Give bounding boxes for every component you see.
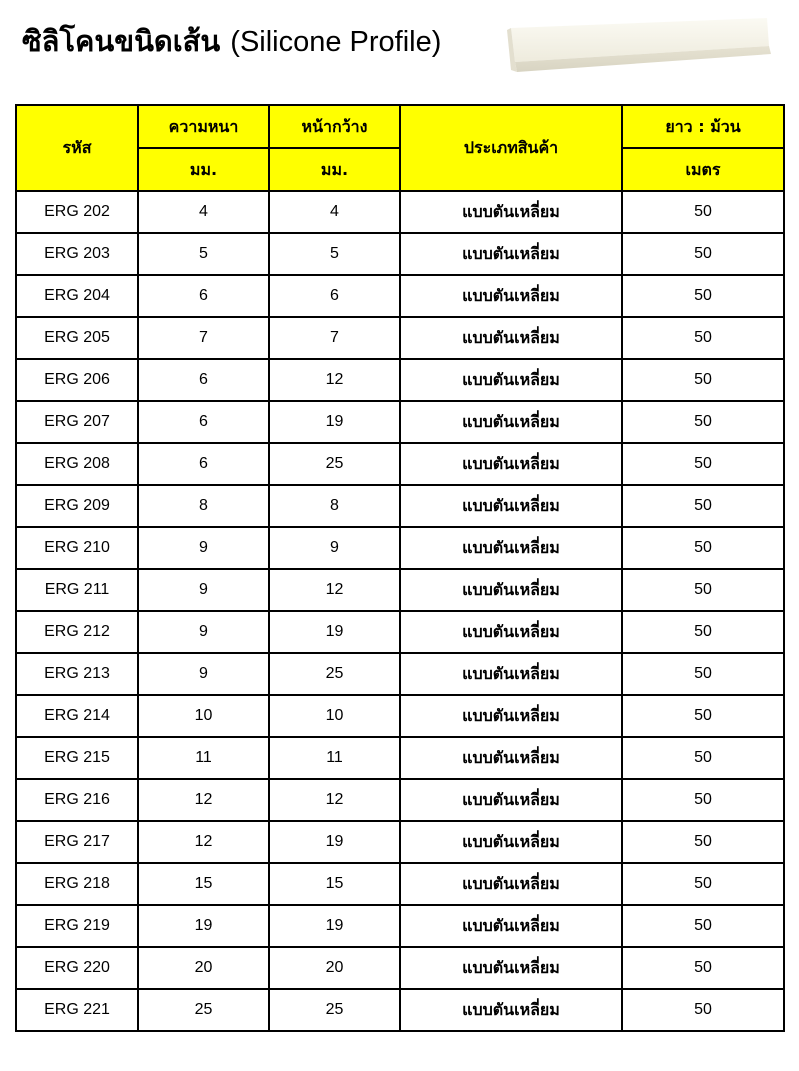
- cell-code: ERG 215: [16, 737, 138, 779]
- cell-length: 50: [622, 695, 784, 737]
- cell-thickness: 5: [138, 233, 269, 275]
- table-row: [16, 401, 784, 443]
- cell-type: แบบตันเหลี่ยม: [400, 947, 622, 989]
- cell-thickness: 7: [138, 317, 269, 359]
- cell-length: 50: [622, 527, 784, 569]
- cell-thickness: 9: [138, 653, 269, 695]
- table-row: [16, 653, 784, 695]
- cell-thickness: 6: [138, 443, 269, 485]
- cell-thickness: 19: [138, 905, 269, 947]
- spec-table: [15, 104, 785, 1032]
- table-row: [16, 485, 784, 527]
- cell-width: 7: [269, 317, 400, 359]
- cell-width: 10: [269, 695, 400, 737]
- cell-code: ERG 219: [16, 905, 138, 947]
- table-row: [16, 905, 784, 947]
- header-thickness: ความหนา: [138, 105, 269, 148]
- table-row: [16, 863, 784, 905]
- cell-length: 50: [622, 947, 784, 989]
- cell-thickness: 6: [138, 401, 269, 443]
- header-length: ยาว : ม้วน: [622, 105, 784, 148]
- title-english: (Silicone Profile): [230, 26, 442, 58]
- table-row: [16, 989, 784, 1031]
- cell-width: 19: [269, 401, 400, 443]
- cell-thickness: 9: [138, 569, 269, 611]
- table-row: [16, 359, 784, 401]
- table-row: [16, 191, 784, 233]
- cell-type: แบบตันเหลี่ยม: [400, 653, 622, 695]
- cell-type: แบบตันเหลี่ยม: [400, 317, 622, 359]
- cell-width: 4: [269, 191, 400, 233]
- cell-width: 8: [269, 485, 400, 527]
- cell-type: แบบตันเหลี่ยม: [400, 191, 622, 233]
- header-code: รหัส: [16, 105, 138, 191]
- cell-code: ERG 204: [16, 275, 138, 317]
- table-row: [16, 443, 784, 485]
- cell-width: 19: [269, 821, 400, 863]
- cell-thickness: 11: [138, 737, 269, 779]
- header-width: หน้ากว้าง: [269, 105, 400, 148]
- cell-code: ERG 213: [16, 653, 138, 695]
- cell-code: ERG 210: [16, 527, 138, 569]
- cell-type: แบบตันเหลี่ยม: [400, 821, 622, 863]
- table-row: [16, 317, 784, 359]
- cell-length: 50: [622, 191, 784, 233]
- cell-width: 25: [269, 989, 400, 1031]
- cell-code: ERG 209: [16, 485, 138, 527]
- cell-code: ERG 218: [16, 863, 138, 905]
- table-row: [16, 275, 784, 317]
- cell-length: 50: [622, 485, 784, 527]
- cell-code: ERG 207: [16, 401, 138, 443]
- table-row: [16, 527, 784, 569]
- cell-width: 5: [269, 233, 400, 275]
- header-thickness-unit: มม.: [138, 148, 269, 191]
- cell-width: 15: [269, 863, 400, 905]
- cell-type: แบบตันเหลี่ยม: [400, 233, 622, 275]
- table-row: [16, 737, 784, 779]
- cell-type: แบบตันเหลี่ยม: [400, 527, 622, 569]
- cell-length: 50: [622, 401, 784, 443]
- cell-length: 50: [622, 737, 784, 779]
- cell-type: แบบตันเหลี่ยม: [400, 611, 622, 653]
- table-row: [16, 233, 784, 275]
- cell-length: 50: [622, 233, 784, 275]
- silicone-profile-image: [505, 8, 773, 74]
- cell-thickness: 6: [138, 359, 269, 401]
- cell-code: ERG 220: [16, 947, 138, 989]
- cell-code: ERG 206: [16, 359, 138, 401]
- cell-code: ERG 221: [16, 989, 138, 1031]
- cell-code: ERG 211: [16, 569, 138, 611]
- cell-width: 20: [269, 947, 400, 989]
- cell-length: 50: [622, 275, 784, 317]
- cell-length: 50: [622, 611, 784, 653]
- cell-thickness: 12: [138, 779, 269, 821]
- cell-thickness: 8: [138, 485, 269, 527]
- table-row: [16, 569, 784, 611]
- cell-length: 50: [622, 779, 784, 821]
- cell-code: ERG 202: [16, 191, 138, 233]
- cell-thickness: 15: [138, 863, 269, 905]
- cell-width: 12: [269, 359, 400, 401]
- cell-type: แบบตันเหลี่ยม: [400, 989, 622, 1031]
- cell-type: แบบตันเหลี่ยม: [400, 443, 622, 485]
- page-title: [22, 16, 441, 67]
- header-width-unit: มม.: [269, 148, 400, 191]
- cell-type: แบบตันเหลี่ยม: [400, 737, 622, 779]
- cell-length: 50: [622, 821, 784, 863]
- cell-code: ERG 208: [16, 443, 138, 485]
- cell-width: 25: [269, 443, 400, 485]
- table-row: [16, 611, 784, 653]
- cell-thickness: 20: [138, 947, 269, 989]
- cell-type: แบบตันเหลี่ยม: [400, 779, 622, 821]
- cell-code: ERG 216: [16, 779, 138, 821]
- cell-thickness: 12: [138, 821, 269, 863]
- cell-length: 50: [622, 359, 784, 401]
- cell-code: ERG 203: [16, 233, 138, 275]
- cell-length: 50: [622, 863, 784, 905]
- cell-width: 9: [269, 527, 400, 569]
- cell-length: 50: [622, 443, 784, 485]
- cell-thickness: 25: [138, 989, 269, 1031]
- cell-length: 50: [622, 317, 784, 359]
- table-row: [16, 779, 784, 821]
- cell-width: 12: [269, 779, 400, 821]
- cell-type: แบบตันเหลี่ยม: [400, 359, 622, 401]
- table-row: [16, 821, 784, 863]
- cell-code: ERG 217: [16, 821, 138, 863]
- cell-thickness: 6: [138, 275, 269, 317]
- cell-width: 25: [269, 653, 400, 695]
- cell-thickness: 4: [138, 191, 269, 233]
- cell-thickness: 10: [138, 695, 269, 737]
- cell-length: 50: [622, 569, 784, 611]
- cell-width: 11: [269, 737, 400, 779]
- cell-thickness: 9: [138, 527, 269, 569]
- header-product-type: ประเภทสินค้า: [400, 105, 622, 191]
- header-length-unit: เมตร: [622, 148, 784, 191]
- cell-type: แบบตันเหลี่ยม: [400, 569, 622, 611]
- title-thai: ซิลิโคนขนิดเส้น: [22, 24, 221, 58]
- cell-length: 50: [622, 905, 784, 947]
- cell-thickness: 9: [138, 611, 269, 653]
- cell-type: แบบตันเหลี่ยม: [400, 695, 622, 737]
- cell-code: ERG 214: [16, 695, 138, 737]
- cell-width: 12: [269, 569, 400, 611]
- cell-length: 50: [622, 653, 784, 695]
- cell-width: 19: [269, 611, 400, 653]
- cell-code: ERG 212: [16, 611, 138, 653]
- cell-type: แบบตันเหลี่ยม: [400, 275, 622, 317]
- cell-type: แบบตันเหลี่ยม: [400, 863, 622, 905]
- cell-length: 50: [622, 989, 784, 1031]
- table-row: [16, 947, 784, 989]
- cell-code: ERG 205: [16, 317, 138, 359]
- cell-type: แบบตันเหลี่ยม: [400, 401, 622, 443]
- table-row: [16, 695, 784, 737]
- cell-width: 6: [269, 275, 400, 317]
- cell-type: แบบตันเหลี่ยม: [400, 485, 622, 527]
- cell-width: 19: [269, 905, 400, 947]
- cell-type: แบบตันเหลี่ยม: [400, 905, 622, 947]
